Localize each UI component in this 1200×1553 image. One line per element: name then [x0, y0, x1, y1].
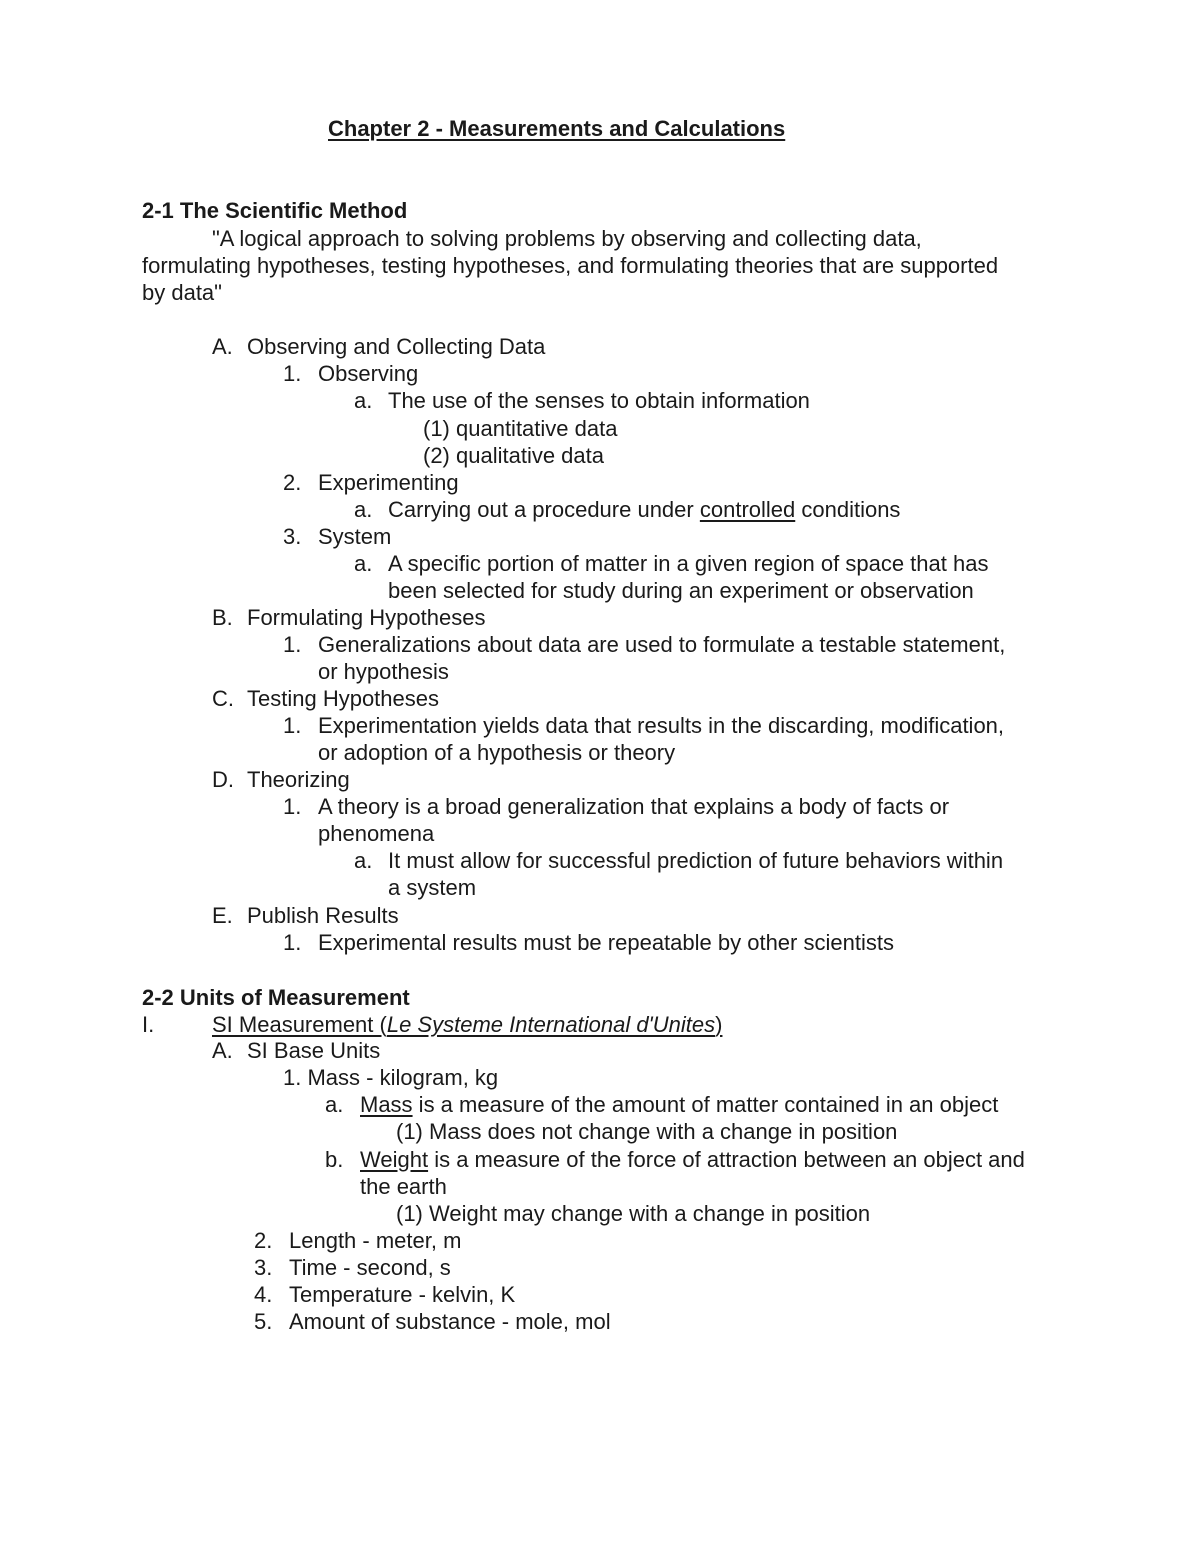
definition-quote-line-2: formulating hypotheses, testing hypotheses, and formulating theories that are supported [142, 253, 999, 278]
outline-item-A1a2: (2) qualitative data [423, 443, 604, 468]
outline-item-I-text-post: ) [715, 1012, 723, 1037]
outline-item-D: Theorizing [247, 767, 350, 792]
outline-item-A1a: The use of the senses to obtain information [388, 388, 810, 413]
outline-label-A: A. [212, 334, 233, 359]
outline-item-A3a-line-1: A specific portion of matter in a given region of space that has [388, 551, 989, 576]
outline-item-D1a-line-1: It must allow for successful prediction of future behaviors within [388, 848, 1004, 873]
outline-item-2A5: Amount of substance - mole, mol [289, 1309, 611, 1334]
outline-label-E: E. [212, 903, 233, 928]
outline-item-D1a-line-2: a system [388, 875, 477, 900]
outline-label-C1: 1. [283, 713, 302, 738]
outline-item-D1-line-1: A theory is a broad generalization that explains a body of facts or [318, 794, 950, 819]
outline-item-A2a [388, 499, 900, 521]
outline-label-B1: 1. [283, 632, 302, 657]
outline-item-2A1b1: (1) Weight may change with a change in position [396, 1201, 871, 1226]
outline-item-2A1b-text: is a measure of the force of attraction between an object and [428, 1147, 1025, 1172]
outline-item-2A1a-text: is a measure of the amount of matter contained in an object [412, 1092, 999, 1117]
outline-item-A1a1: (1) quantitative data [423, 416, 618, 441]
underlined-term-mass: Mass [360, 1092, 413, 1117]
outline-label-D1: 1. [283, 794, 302, 819]
outline-label-2A1b: b. [325, 1147, 344, 1172]
outline-item-A2a-text-pre: Carrying out a procedure under [388, 497, 700, 522]
outline-label-2A3: 3. [254, 1255, 273, 1280]
outline-item-I [212, 1014, 722, 1036]
outline-item-2A1a [360, 1094, 998, 1116]
definition-quote-line-1: "A logical approach to solving problems by observing and collecting data, [212, 226, 922, 251]
section-heading-2-2: 2-2 Units of Measurement [142, 985, 410, 1010]
outline-label-C: C. [212, 686, 234, 711]
outline-item-E: Publish Results [247, 903, 399, 928]
outline-label-2A4: 4. [254, 1282, 273, 1307]
outline-item-C: Testing Hypotheses [247, 686, 439, 711]
outline-item-A: Observing and Collecting Data [247, 334, 546, 359]
outline-label-2A2: 2. [254, 1228, 273, 1253]
outline-item-C1-line-2: or adoption of a hypothesis or theory [318, 740, 676, 765]
outline-label-I: I. [142, 1012, 155, 1037]
underlined-term-weight: Weight [360, 1147, 429, 1172]
outline-item-B: Formulating Hypotheses [247, 605, 486, 630]
outline-label-D: D. [212, 767, 234, 792]
outline-label-A3a: a. [354, 551, 373, 576]
outline-item-E1: Experimental results must be repeatable by other scientists [318, 930, 894, 955]
outline-label-A3: 3. [283, 524, 302, 549]
outline-item-A1: Observing [318, 361, 419, 386]
outline-item-C1-line-1: Experimentation yields data that results in the discarding, modification, [318, 713, 1005, 738]
outline-label-B: B. [212, 605, 233, 630]
outline-item-2A: SI Base Units [247, 1038, 381, 1063]
outline-item-2A1b-line-2: the earth [360, 1174, 447, 1199]
outline-label-A1: 1. [283, 361, 302, 386]
outline-label-2A: A. [212, 1038, 233, 1063]
outline-item-2A1b [360, 1149, 1025, 1171]
outline-label-2A1a: a. [325, 1092, 344, 1117]
page-title: Chapter 2 - Measurements and Calculations [328, 116, 786, 141]
outline-item-B1-line-1: Generalizations about data are used to formulate a testable statement, [318, 632, 1006, 657]
outline-item-2A2: Length - meter, m [289, 1228, 462, 1253]
outline-item-A2: Experimenting [318, 470, 459, 495]
underlined-term-controlled: controlled [699, 497, 796, 522]
outline-label-D1a: a. [354, 848, 373, 873]
outline-item-A2a-text-post: conditions [795, 497, 901, 522]
section-heading-2-1: 2-1 The Scientific Method [142, 198, 408, 223]
outline-item-I-italic-term: Le Systeme International d'Unites [386, 1012, 716, 1037]
definition-quote-line-3: by data" [142, 280, 222, 305]
outline-item-B1-line-2: or hypothesis [318, 659, 449, 684]
outline-label-E1: 1. [283, 930, 302, 955]
outline-item-2A1a1: (1) Mass does not change with a change in position [396, 1119, 898, 1144]
outline-item-2A1: 1. Mass - kilogram, kg [283, 1065, 499, 1090]
outline-item-2A4: Temperature - kelvin, K [289, 1282, 516, 1307]
outline-label-2A5: 5. [254, 1309, 273, 1334]
outline-item-I-text-pre: SI Measurement ( [212, 1012, 387, 1037]
outline-item-A3a-line-2: been selected for study during an experiment or observation [388, 578, 974, 603]
outline-item-A3: System [318, 524, 392, 549]
outline-item-D1-line-2: phenomena [318, 821, 435, 846]
outline-label-A1a: a. [354, 388, 373, 413]
outline-item-2A3: Time - second, s [289, 1255, 451, 1280]
outline-label-A2: 2. [283, 470, 302, 495]
outline-label-A2a: a. [354, 497, 373, 522]
